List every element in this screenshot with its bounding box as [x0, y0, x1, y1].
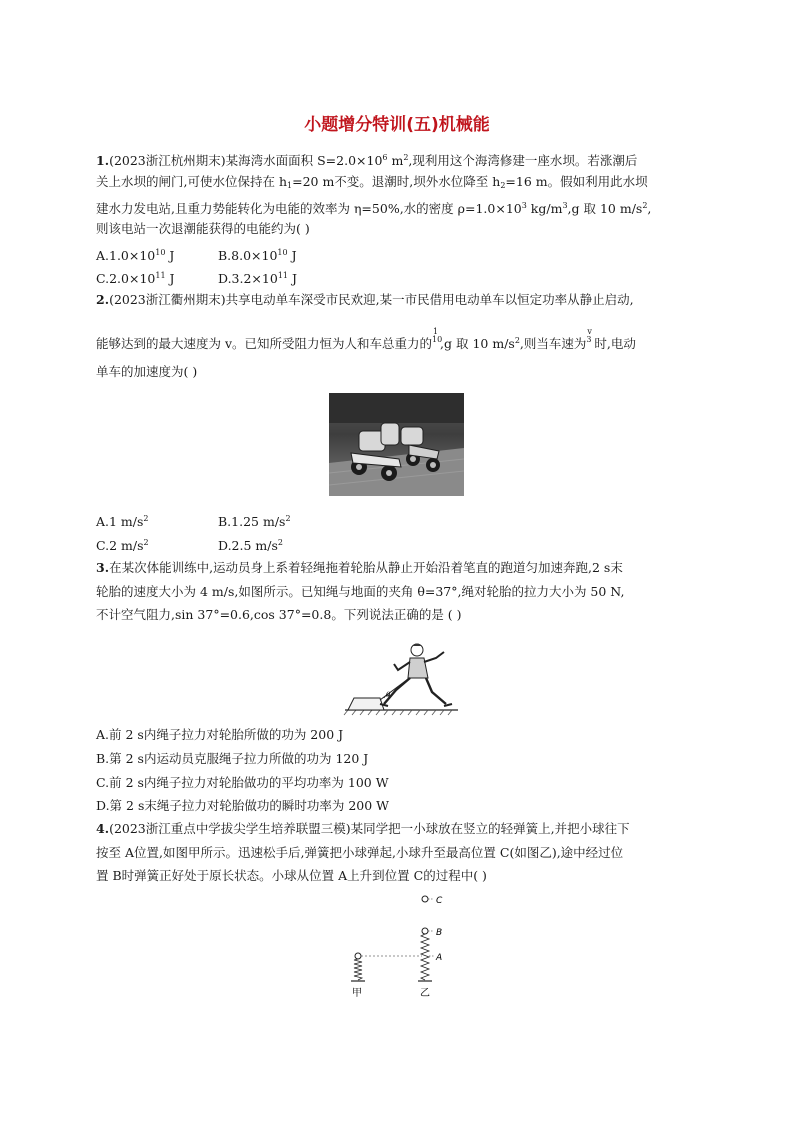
label-b: B	[436, 928, 443, 938]
q4-line-1: 4.(2023浙江重点中学拔尖学生培养联盟三模)某同学把一小球放在竖立的轻弹簧上,并把小球往下	[96, 821, 630, 836]
q2-option-c[interactable]: C.2 $m/s^2$	[96, 538, 149, 553]
q1-options-row-1	[96, 245, 340, 264]
q1-line-3: 建水力发电站,且重力势能转化为电能的效率为 η=50%,水的密度 $\rho=1.0\times 10^3$ $kg/m^3,g$ 取 10 $m/s^2$,	[96, 201, 652, 216]
page-title: 小题增分特训(五)机械能	[304, 115, 490, 135]
q3-line-1: 3.在某次体能训练中,运动员身上系着轻绳拖着轮胎从静止开始沿着笔直的跑道匀加速奔跑,2 s末	[96, 560, 623, 575]
label-a: A	[436, 953, 443, 963]
spring-ball-figure	[340, 893, 460, 1003]
q2-option-a[interactable]: A.1 $m/s^2$	[96, 514, 149, 529]
q1-line-4: 则该电站一次退潮能获得的电能约为( )	[96, 221, 310, 236]
q3-option-d[interactable]: D.第 2 s末绳子拉力对轮胎做功的瞬时功率为 200 W	[96, 798, 390, 813]
q1-option-d[interactable]: $D.3.2\times 10^{11}$ J	[218, 271, 297, 286]
label-yi: 乙	[420, 988, 430, 999]
q1-option-b[interactable]: $B.8.0\times 10^{10}$ J	[218, 248, 297, 263]
e-bike-photo	[329, 393, 464, 496]
q3-line-2: 轮胎的速度大小为 4 m/s,如图所示。已知绳与地面的夹角 θ=37°,绳对轮胎的拉力大小为 50 N,	[96, 584, 625, 599]
q3-option-b[interactable]: B.第 2 s内运动员克服绳子拉力所做的功为 120 J	[96, 751, 369, 766]
q1-option-a[interactable]: $A.1.0\times 10^{10}$ J	[96, 248, 175, 263]
q3-line-3: 不计空气阻力,sin 37°=0.6,cos 37°=0.8。下列说法正确的是 ( )	[96, 607, 462, 622]
q2-options-row-1	[96, 511, 340, 530]
label-jia: 甲	[352, 988, 362, 999]
q2-line-1: 2.(2023浙江衢州期末)共享电动单车深受市民欢迎,某一市民借用电动单车以恒定功率从静止启动,	[96, 292, 634, 307]
q1-option-c[interactable]: $C.2.0\times 10^{11}$ J	[96, 271, 175, 286]
fraction-v-third: v 3	[586, 327, 592, 344]
fraction-one-tenth: 1 10	[432, 327, 443, 344]
q2-options-row-2	[96, 535, 340, 554]
q1-line-1: 1.(2023浙江杭州期末)某海湾水面面积 $S=2.0\times 10^6$ $m^2$,现利用这个海湾修建一座水坝。若涨潮后	[96, 153, 638, 168]
runner-tire-figure	[340, 640, 460, 716]
theta-label: θ	[386, 691, 391, 699]
q2-line-2: 能够达到的最大速度为 v。已知所受阻力恒为人和车总重力的 1 10 ,g 取 10 $m/s^2$,则当车速为 v 3 时,电动	[96, 327, 636, 351]
q3-option-c[interactable]: C.前 2 s内绳子拉力对轮胎做功的平均功率为 100 W	[96, 775, 389, 790]
q2-option-b[interactable]: B.1.25 $m/s^2$	[218, 514, 291, 529]
q2-option-d[interactable]: D.2.5 $m/s^2$	[218, 538, 283, 553]
q3-option-a[interactable]: A.前 2 s内绳子拉力对轮胎所做的功为 200 J	[96, 727, 344, 742]
label-c: C	[436, 896, 443, 906]
q1-line-2: 关上水坝的闸门,可使水位保持在 $h_1=20$ m不变。退潮时,坝外水位降至 $h_2=16$ m。假如利用此水坝	[96, 174, 648, 190]
q1-options-row-2	[96, 268, 340, 287]
q2-line-3: 单车的加速度为( )	[96, 364, 198, 379]
q4-line-3: 置 B时弹簧正好处于原长状态。小球从位置 A上升到位置 C的过程中( )	[96, 868, 487, 883]
q4-line-2: 按至 A位置,如图甲所示。迅速松手后,弹簧把小球弹起,小球升至最高位置 C(如图乙),途中经过位	[96, 845, 624, 860]
